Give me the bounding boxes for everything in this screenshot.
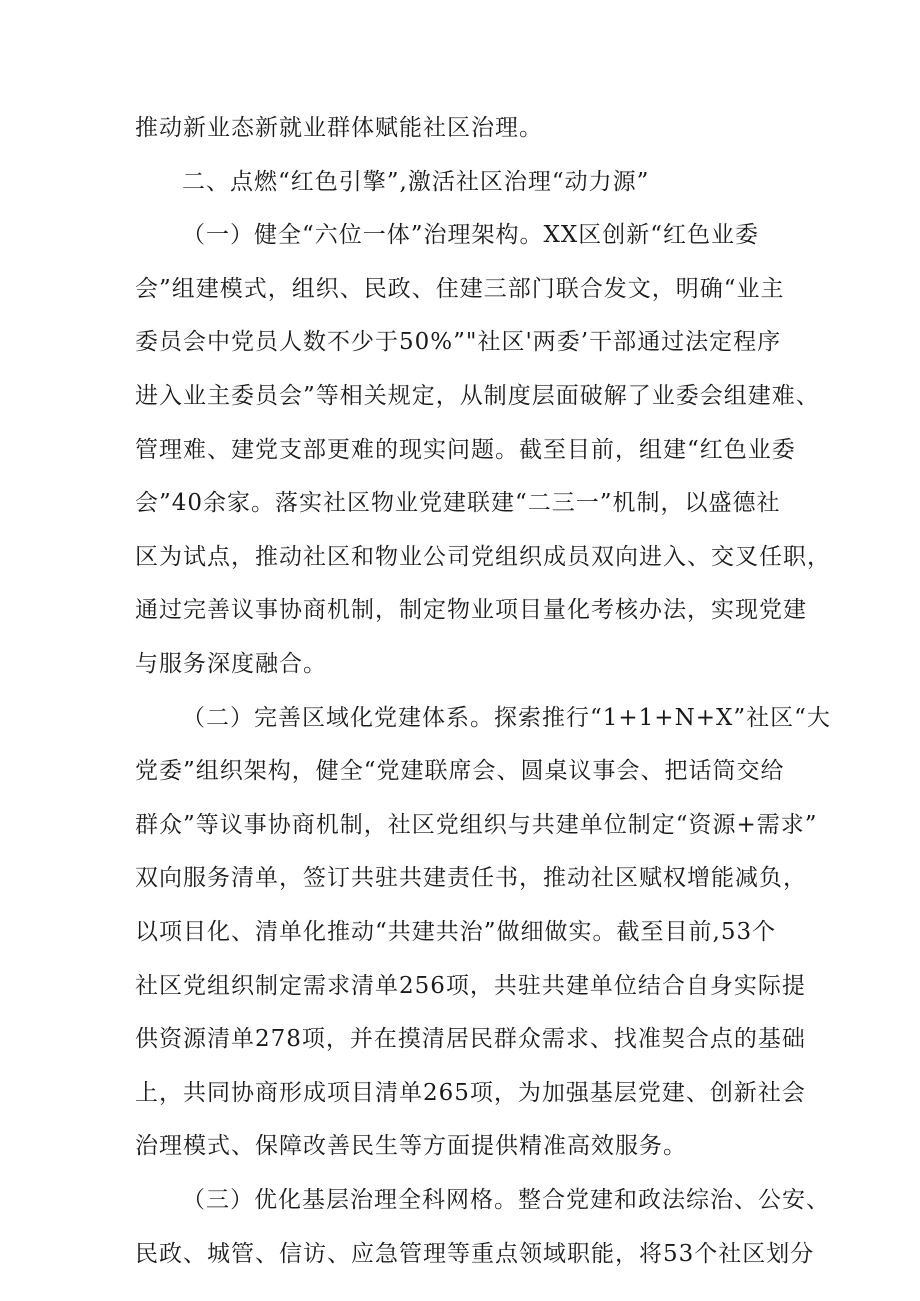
paragraph-line: 委员会中党员人数不少于50%”"社区'两委’干部通过法定程序 <box>135 329 782 355</box>
paragraph-line: 进入业主委员会”等相关规定，从制度层面破解了业委会组建难、 <box>135 383 820 409</box>
paragraph-line: 民政、城管、信访、应急管理等重点领域职能，将53个社区划分 <box>135 1241 815 1267</box>
paragraph-line: （三）优化基层治理全科网格。整合党建和政法综治、公安、 <box>182 1187 830 1213</box>
paragraph-line: 区为试点，推动社区和物业公司党组织成员双向进入、交叉任职， <box>135 544 831 570</box>
paragraph-line: 会”组建模式，组织、民政、住建三部门联合发文，明确“业主 <box>135 276 785 302</box>
paragraph-line: 会”40余家。落实社区物业党建联建“二三一”机制，以盛德社 <box>135 490 781 516</box>
paragraph-line: （一）健全“六位一体”治理架构。XX区创新“红色业委 <box>182 222 760 248</box>
paragraph-line: （二）完善区域化党建体系。探索推行“1+1+N+X”社区“大 <box>182 705 831 731</box>
paragraph-line: 管理难、建党支部更难的现实问题。截至目前，组建“红色业委 <box>135 437 796 463</box>
paragraph-line: 供资源清单278项，并在摸清居民群众需求、找准契合点的基础 <box>135 1026 806 1052</box>
paragraph-line: 群众”等议事协商机制，社区党组织与共建单位制定“资源+需求” <box>135 812 818 838</box>
paragraph-line: 以项目化、清单化推动“共建共治”做细做实。截至目前,53个 <box>135 919 777 945</box>
section-heading: 二、点燃“红色引擎”,激活社区治理“动力源” <box>182 169 650 195</box>
paragraph-line: 党委”组织架构，健全“党建联席会、圆桌议事会、把话筒交给 <box>135 758 785 784</box>
paragraph-line: 治理模式、保障改善民生等方面提供精准高效服务。 <box>135 1133 687 1159</box>
paragraph-line: 社区党组织制定需求清单256项，共驻共建单位结合自身实际提 <box>135 973 806 999</box>
paragraph-line: 通过完善议事协商机制，制定物业项目量化考核办法，实现党建 <box>135 597 807 623</box>
paragraph-line: 双向服务清单，签订共驻共建责任书，推动社区赋权增能减负， <box>135 865 807 891</box>
paragraph-line: 与服务深度融合。 <box>135 651 327 677</box>
paragraph-line: 推动新业态新就业群体赋能社区治理。 <box>135 115 543 141</box>
paragraph-line: 上，共同协商形成项目清单265项，为加强基层党建、创新社会 <box>135 1080 806 1106</box>
